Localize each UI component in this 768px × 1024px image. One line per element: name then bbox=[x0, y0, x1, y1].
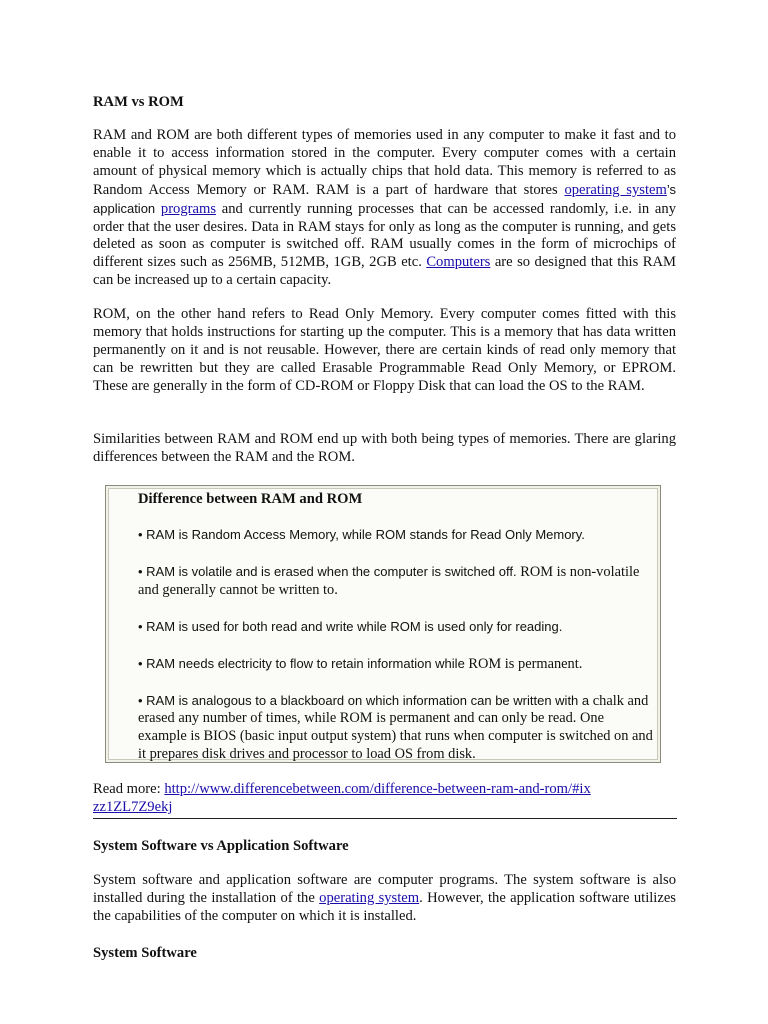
operating-system-link-2[interactable]: operating system bbox=[319, 889, 420, 906]
difference-bullet-5: • RAM is analogous to a blackboard on which information can be written with a chalk and erased any number of times, while ROM is permanent and can only be read. One example is BIOS (basic input output system) that runs when computer is switched on and it prepares disk drives and processor to load OS from disk. bbox=[138, 692, 653, 763]
difference-bullet-2: • RAM is volatile and is erased when the computer is switched off. ROM is non-volatile and generally cannot be written to. bbox=[138, 563, 640, 598]
difference-bullet-1: • RAM is Random Access Memory, while ROM stands for Read Only Memory. bbox=[138, 527, 585, 542]
operating-system-link[interactable]: operating system bbox=[564, 181, 667, 198]
difference-box bbox=[105, 485, 661, 763]
ram-rom-paragraph-3: Similarities between RAM and ROM end up with both being types of memories. There are glaring differences between the RAM and the ROM. bbox=[93, 431, 676, 465]
ram-rom-paragraph-1: RAM and ROM are both different types of memories used in any computer to make it fast and to enable it to access information stored in the computer. Every computer comes with a certain amount of physical memory which is actually chips that hold data. This memory is referred to as Random Access Memory or RAM. RAM is a part of hardware that stores operating system’s application programs and currently running processes that can be accessed randomly, i.e. in any order that the user desires. Data in RAM stays for only as long as the computer is running, and gets deleted as soon as computer is switched off. RAM usually comes in the form of microchips of different sizes such as 256MB, 512MB, 1GB, 2GB etc. Computers are so designed that this RAM can be increased up to a certain capacity. bbox=[93, 127, 677, 289]
read-more-link[interactable]: http://www.differencebetween.com/difference-between-ram-and-rom/#ixzz1ZL7Z9ekj bbox=[93, 781, 591, 815]
section-divider bbox=[93, 818, 677, 819]
difference-box-title: Difference between RAM and ROM bbox=[138, 491, 363, 507]
system-software-subtitle: System Software bbox=[93, 945, 197, 961]
difference-bullet-4: • RAM needs electricity to flow to retain information while ROM is permanent. bbox=[138, 655, 583, 672]
ram-vs-rom-title: RAM vs ROM bbox=[93, 94, 184, 110]
difference-bullet-3: • RAM is used for both read and write while ROM is used only for reading. bbox=[138, 618, 563, 634]
software-title: System Software vs Application Software bbox=[93, 838, 349, 854]
software-paragraph-1: System software and application software are computer programs. The system software is also installed during the installation of the operating system. However, the application software utilizes the capabilities of the computer on which it is installed. bbox=[93, 872, 676, 924]
computers-link[interactable]: Computers bbox=[426, 254, 491, 271]
ram-rom-paragraph-2: ROM, on the other hand refers to Read Only Memory. Every computer comes fitted with this memory that holds instructions for starting up the computer. This is a memory that has data written permanently on it and is not reusable. However, there are certain kinds of read only memory that can be rewritten but they are called Erasable Programmable Read Only Memory, or EPROM. These are generally in the form of CD-ROM or Floppy Disk that can load the OS to the RAM. bbox=[93, 306, 676, 394]
read-more: Read more: http://www.differencebetween.com/difference-between-ram-and-rom/#ixzz1ZL7Z9ekj bbox=[93, 781, 591, 815]
programs-link[interactable]: programs bbox=[160, 200, 217, 217]
